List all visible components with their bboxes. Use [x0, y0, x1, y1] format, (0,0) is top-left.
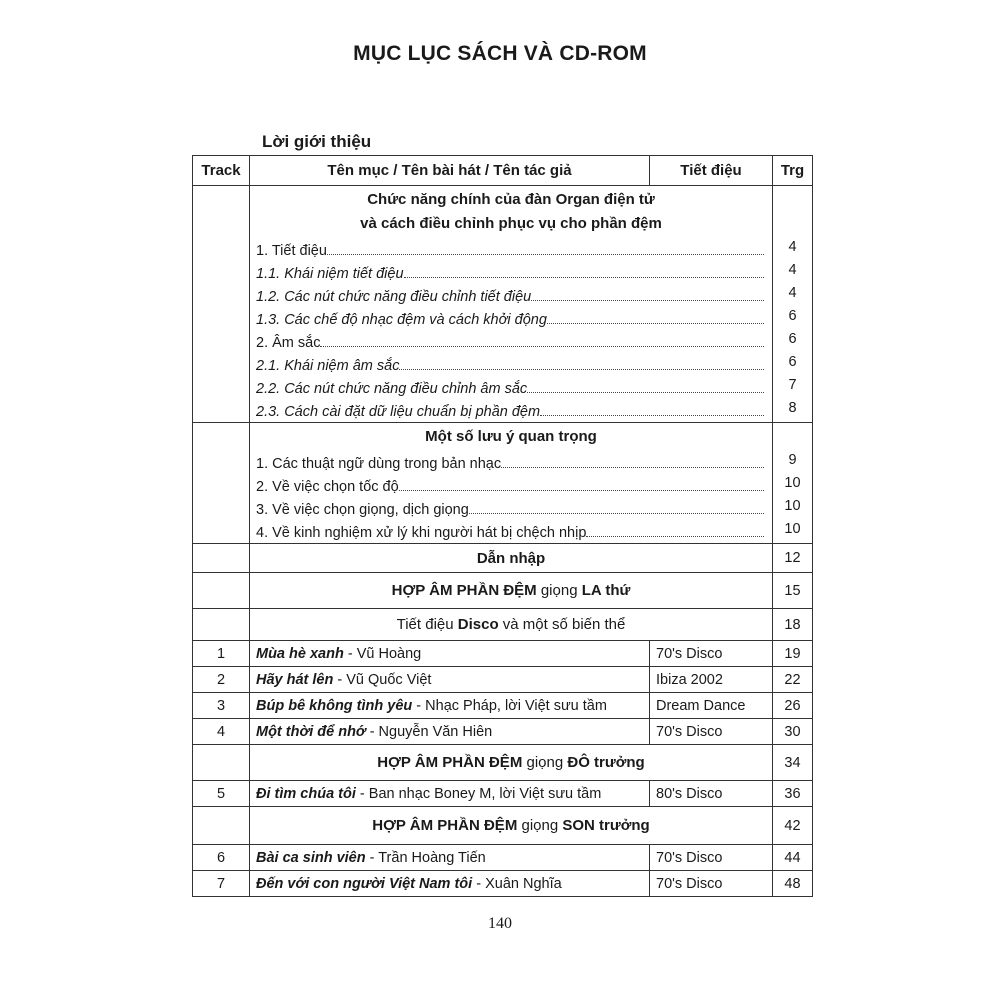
header-style: Tiết điệu — [650, 156, 773, 186]
page-number: 4 — [788, 262, 797, 278]
section-title: Chức năng chính của đàn Organ điện tử — [367, 191, 655, 208]
toc-table — [192, 155, 813, 897]
song-style: 80's Disco — [650, 781, 773, 807]
page-number: 8 — [788, 400, 797, 416]
page-number: 48 — [773, 871, 813, 897]
page-number: 10 — [784, 475, 801, 491]
song-title: Mùa hè xanh - Vũ Hoàng — [250, 641, 650, 667]
list-item: 3. Về việc chọn giọng, dịch giọng — [256, 495, 766, 518]
table-row — [193, 693, 813, 719]
page-number: 6 — [788, 308, 797, 324]
list-item: 2. Âm sắc — [256, 328, 766, 351]
page-number: 15 — [773, 573, 813, 609]
list-item: 2.2. Các nút chức năng điều chỉnh âm sắc — [256, 374, 766, 397]
song-title: Đến với con người Việt Nam tôi - Xuân Nghĩa — [250, 871, 650, 897]
song-title: Hãy hát lên - Vũ Quốc Việt — [250, 667, 650, 693]
table-row — [193, 781, 813, 807]
section-notes-content — [250, 423, 773, 544]
page-number: 6 — [788, 331, 797, 347]
page-number: 6 — [788, 354, 797, 370]
list-item: 2. Về việc chọn tốc độ — [256, 472, 766, 495]
list-item: 1.3. Các chế độ nhạc đệm và cách khởi động — [256, 305, 766, 328]
song-title: Một thời để nhớ - Nguyễn Văn Hiên — [250, 719, 650, 745]
section-notes — [193, 423, 813, 544]
page-number: 42 — [773, 807, 813, 845]
page-number-footer: 140 — [488, 915, 512, 932]
page-title: MỤC LỤC SÁCH VÀ CD-ROM — [353, 42, 647, 65]
table-row — [193, 641, 813, 667]
song-title: Đi tìm chúa tôi - Ban nhạc Boney M, lời Việt sưu tầm — [250, 781, 650, 807]
style-section-disco: Tiết điệu Disco và một số biến thể — [250, 609, 773, 641]
page-number: 26 — [773, 693, 813, 719]
page-number: 18 — [773, 609, 813, 641]
page-number: 22 — [773, 667, 813, 693]
track-number: 1 — [193, 641, 250, 667]
table-row — [193, 871, 813, 897]
section-functions-pages — [773, 186, 813, 423]
table-row — [193, 745, 813, 781]
page-number: 19 — [773, 641, 813, 667]
table-row — [193, 573, 813, 609]
section-functions-items — [256, 236, 766, 420]
page-number: 9 — [788, 452, 797, 468]
key-section-do: HỢP ÂM PHẦN ĐỆM giọng ĐÔ trưởng — [250, 745, 773, 781]
song-style: 70's Disco — [650, 719, 773, 745]
section-functions-content — [250, 186, 773, 423]
section-notes-pages — [773, 423, 813, 544]
list-item: 1.1. Khái niệm tiết điệu — [256, 259, 766, 282]
page-number: 10 — [784, 498, 801, 514]
table-row — [193, 609, 813, 641]
list-item: 1.2. Các nút chức năng điều chỉnh tiết điệu — [256, 282, 766, 305]
page-number: 4 — [788, 285, 797, 301]
list-item: 1. Tiết điệu — [256, 236, 766, 259]
page-number: 34 — [773, 745, 813, 781]
page-number: 44 — [773, 845, 813, 871]
table-row — [193, 544, 813, 573]
table-row — [193, 807, 813, 845]
list-item: 2.1. Khái niệm âm sắc — [256, 351, 766, 374]
table-row — [193, 719, 813, 745]
page-number: 36 — [773, 781, 813, 807]
song-title: Bài ca sinh viên - Trần Hoàng Tiến — [250, 845, 650, 871]
intro-section-title: Dẫn nhập — [250, 544, 773, 573]
table-header-row — [193, 156, 813, 186]
song-style: 70's Disco — [650, 845, 773, 871]
song-style: 70's Disco — [650, 871, 773, 897]
list-item: 4. Về kinh nghiệm xử lý khi người hát bị chệch nhịp — [256, 518, 766, 541]
page-number: 12 — [773, 544, 813, 573]
list-item: 1. Các thuật ngữ dùng trong bản nhạc — [256, 449, 766, 472]
key-section-son: HỢP ÂM PHẦN ĐỆM giọng SON trưởng — [250, 807, 773, 845]
section-subtitle: và cách điều chỉnh phục vụ cho phần đệm — [360, 215, 662, 232]
song-title: Búp bê không tình yêu - Nhạc Pháp, lời Việt sưu tầm — [250, 693, 650, 719]
header-name: Tên mục / Tên bài hát / Tên tác giả — [250, 156, 650, 186]
table-row — [193, 845, 813, 871]
track-number: 6 — [193, 845, 250, 871]
track-number: 7 — [193, 871, 250, 897]
track-number: 5 — [193, 781, 250, 807]
page-number: 30 — [773, 719, 813, 745]
song-style: Dream Dance — [650, 693, 773, 719]
song-style: 70's Disco — [650, 641, 773, 667]
song-style: Ibiza 2002 — [650, 667, 773, 693]
list-item: 2.3. Cách cài đặt dữ liệu chuẩn bị phần đệm — [256, 397, 766, 420]
track-number: 2 — [193, 667, 250, 693]
section-title: Một số lưu ý quan trọng — [425, 428, 597, 445]
intro-heading: Lời giới thiệu — [262, 132, 372, 151]
page-number: 4 — [788, 239, 797, 255]
header-track: Track — [193, 156, 250, 186]
track-number: 4 — [193, 719, 250, 745]
table-row — [193, 667, 813, 693]
page-number: 7 — [788, 377, 797, 393]
page-number: 10 — [784, 521, 801, 537]
track-number: 3 — [193, 693, 250, 719]
header-page: Trg — [773, 156, 813, 186]
key-section-la: HỢP ÂM PHẦN ĐỆM giọng LA thứ — [250, 573, 773, 609]
section-functions — [193, 186, 813, 423]
